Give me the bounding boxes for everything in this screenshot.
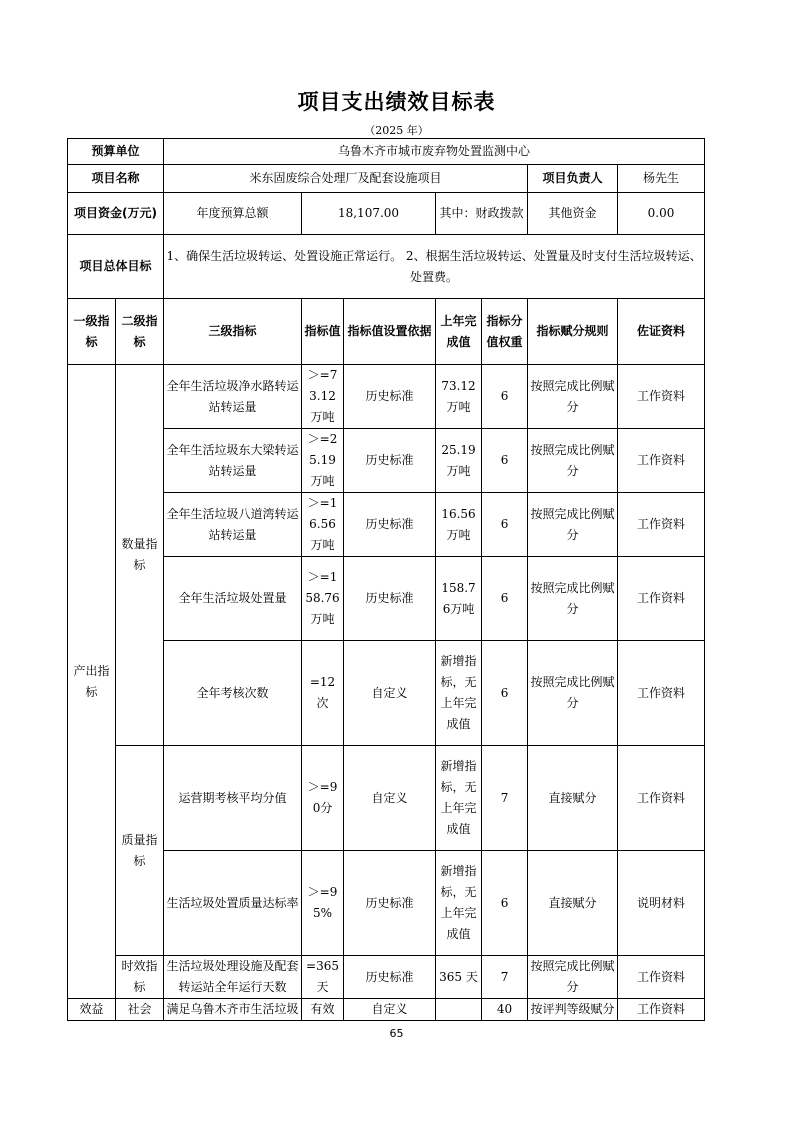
indicator-rule: 按照完成比例赋分 — [528, 557, 618, 641]
indicator-evidence: 工作资料 — [618, 641, 705, 746]
indicator-name: 全年生活垃圾八道湾转运站转运量 — [164, 493, 302, 557]
sub-time: 时效指标 — [116, 956, 164, 999]
indicator-evidence: 说明材料 — [618, 851, 705, 956]
header-level3: 三级指标 — [164, 299, 302, 365]
header-basis: 指标值设置依据 — [344, 299, 436, 365]
indicator-basis: 自定义 — [344, 999, 436, 1021]
overall-goal-label: 项目总体目标 — [68, 235, 164, 299]
table-row — [68, 365, 705, 429]
indicator-evidence: 工作资料 — [618, 429, 705, 493]
project-name-label: 项目名称 — [68, 165, 164, 193]
table-row — [68, 557, 705, 641]
indicator-name: 全年生活垃圾东大梁转运站转运量 — [164, 429, 302, 493]
budget-unit-label: 预算单位 — [68, 139, 164, 165]
indicator-basis: 历史标准 — [344, 851, 436, 956]
indicator-weight: 6 — [482, 641, 528, 746]
page-title: 项目支出绩效目标表 — [297, 89, 496, 114]
annual-budget-label: 年度预算总额 — [164, 193, 302, 235]
indicator-rule: 直接赋分 — [528, 851, 618, 956]
indicator-last-year: 73.12万吨 — [436, 365, 482, 429]
indicator-name: 生活垃圾处置质量达标率 — [164, 851, 302, 956]
group-benefit: 效益 — [68, 999, 116, 1021]
other-funds-value: 0.00 — [618, 193, 705, 235]
funds-label: 项目资金(万元) — [68, 193, 164, 235]
table-row — [68, 641, 705, 746]
annual-budget-value: 18,107.00 — [302, 193, 436, 235]
indicator-name: 全年考核次数 — [164, 641, 302, 746]
overall-goal-row — [68, 235, 705, 299]
indicator-last-year: 新增指标，无上年完成值 — [436, 851, 482, 956]
performance-table — [67, 138, 705, 1021]
indicator-last-year: 365 天 — [436, 956, 482, 999]
indicator-evidence: 工作资料 — [618, 746, 705, 851]
indicator-basis: 自定义 — [344, 746, 436, 851]
indicator-value: ＞=95% — [302, 851, 344, 956]
indicator-evidence: 工作资料 — [618, 999, 705, 1021]
indicator-evidence: 工作资料 — [618, 365, 705, 429]
page-number: 65 — [389, 1027, 404, 1040]
indicator-last-year: 新增指标，无上年完成值 — [436, 746, 482, 851]
indicator-last-year: 16.56万吨 — [436, 493, 482, 557]
sub-quantity: 数量指标 — [116, 365, 164, 746]
indicator-weight: 6 — [482, 493, 528, 557]
indicator-weight: 6 — [482, 365, 528, 429]
budget-unit-value: 乌鲁木齐市城市废弃物处置监测中心 — [164, 139, 705, 165]
header-row — [68, 299, 705, 365]
other-funds-label: 其他资金 — [528, 193, 618, 235]
project-owner-value: 杨先生 — [618, 165, 705, 193]
indicator-name: 全年生活垃圾净水路转运站转运量 — [164, 365, 302, 429]
indicator-basis: 历史标准 — [344, 365, 436, 429]
indicator-name: 全年生活垃圾处置量 — [164, 557, 302, 641]
indicator-value: ＞=158.76万吨 — [302, 557, 344, 641]
indicator-last-year: 新增指标，无上年完成值 — [436, 641, 482, 746]
indicator-name: 生活垃圾处理设施及配套转运站全年运行天数 — [164, 956, 302, 999]
indicator-weight: 40 — [482, 999, 528, 1021]
table-row — [68, 493, 705, 557]
table-row — [68, 956, 705, 999]
indicator-evidence: 工作资料 — [618, 493, 705, 557]
indicator-value: ＞=25.19万吨 — [302, 429, 344, 493]
indicator-basis: 历史标准 — [344, 493, 436, 557]
header-last-year: 上年完成值 — [436, 299, 482, 365]
indicator-rule: 按照完成比例赋分 — [528, 493, 618, 557]
project-name-value: 米东固废综合处理厂及配套设施项目 — [164, 165, 528, 193]
indicator-value: ＞=16.56万吨 — [302, 493, 344, 557]
project-owner-label: 项目负责人 — [528, 165, 618, 193]
table-row — [68, 429, 705, 493]
table-row — [68, 746, 705, 851]
header-rule: 指标赋分规则 — [528, 299, 618, 365]
indicator-rule: 按照完成比例赋分 — [528, 365, 618, 429]
indicator-weight: 6 — [482, 851, 528, 956]
overall-goal-text: 1、确保生活垃圾转运、处置设施正常运行。 2、根据生活垃圾转运、处置量及时支付生活垃圾转运、处置费。 — [164, 235, 705, 299]
header-level2: 二级指标 — [116, 299, 164, 365]
indicator-rule: 按照完成比例赋分 — [528, 429, 618, 493]
header-evidence: 佐证资料 — [618, 299, 705, 365]
fiscal-label: 其中：财政拨款 — [436, 193, 528, 235]
project-name-row — [68, 165, 705, 193]
indicator-last-year: 25.19万吨 — [436, 429, 482, 493]
indicator-value: 有效 — [302, 999, 344, 1021]
header-value: 指标值 — [302, 299, 344, 365]
indicator-basis: 历史标准 — [344, 557, 436, 641]
funds-row — [68, 193, 705, 235]
indicator-weight: 7 — [482, 956, 528, 999]
indicator-evidence: 工作资料 — [618, 956, 705, 999]
header-level1: 一级指标 — [68, 299, 116, 365]
indicator-evidence: 工作资料 — [618, 557, 705, 641]
sub-social: 社会 — [116, 999, 164, 1021]
table-row — [68, 851, 705, 956]
indicator-basis: 历史标准 — [344, 429, 436, 493]
indicator-basis: 历史标准 — [344, 956, 436, 999]
indicator-basis: 自定义 — [344, 641, 436, 746]
budget-unit-row — [68, 139, 705, 165]
indicator-value: =12 次 — [302, 641, 344, 746]
indicator-rule: 直接赋分 — [528, 746, 618, 851]
indicator-last-year: 158.76万吨 — [436, 557, 482, 641]
indicator-rule: 按评判等级赋分 — [528, 999, 618, 1021]
group-output: 产出指标 — [68, 365, 116, 999]
year-label: （2025 年） — [364, 124, 429, 137]
indicator-weight: 6 — [482, 429, 528, 493]
indicator-name: 满足乌鲁木齐市生活垃圾 — [164, 999, 302, 1021]
indicator-last-year — [436, 999, 482, 1021]
indicator-rule: 按照完成比例赋分 — [528, 641, 618, 746]
indicator-weight: 6 — [482, 557, 528, 641]
indicator-value: ＞=90分 — [302, 746, 344, 851]
table-row — [68, 999, 705, 1021]
indicator-weight: 7 — [482, 746, 528, 851]
sub-quality: 质量指标 — [116, 746, 164, 956]
header-weight: 指标分值权重 — [482, 299, 528, 365]
indicator-name: 运营期考核平均分值 — [164, 746, 302, 851]
indicator-value: ＞=73.12万吨 — [302, 365, 344, 429]
indicator-value: =365天 — [302, 956, 344, 999]
indicator-rule: 按照完成比例赋分 — [528, 956, 618, 999]
